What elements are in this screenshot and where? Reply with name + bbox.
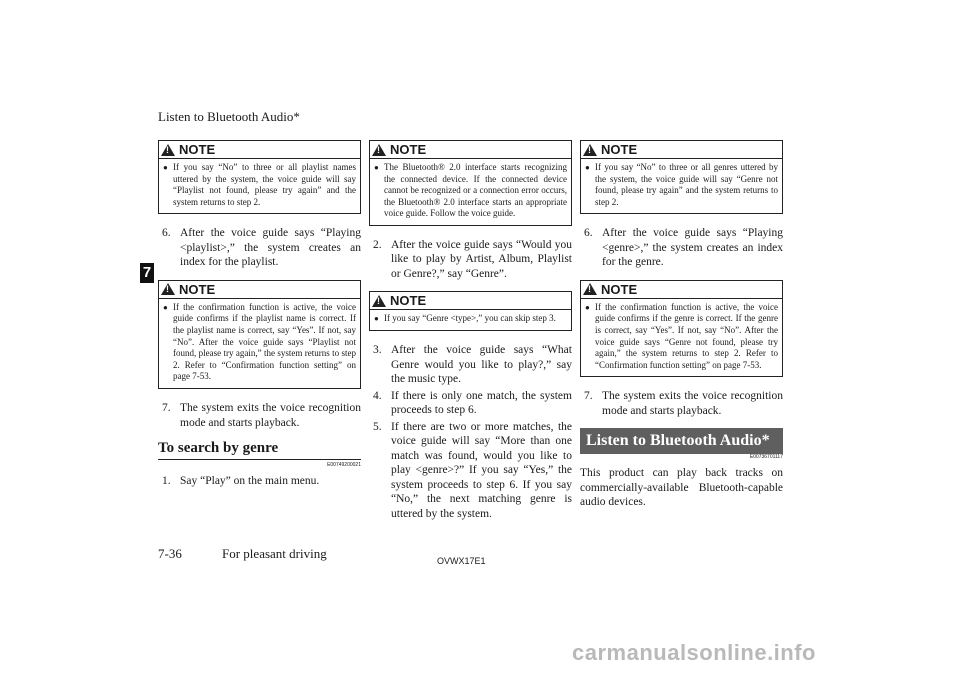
warning-icon — [583, 283, 597, 295]
note-label: NOTE — [390, 142, 427, 157]
note-header — [159, 141, 360, 159]
note-box — [580, 280, 783, 378]
step-number: 6. — [162, 227, 171, 240]
step-text: If there is only one match, the system proceeds to step 6. — [391, 389, 572, 417]
section-banner: Listen to Bluetooth Audio* — [580, 428, 783, 454]
note-header — [370, 141, 571, 159]
note-label: NOTE — [601, 281, 638, 297]
chapter-tab: 7 — [140, 263, 154, 283]
note-box — [369, 140, 572, 226]
note-text: If you say “No” to three or all playlist names uttered by the system, the voice guide will say “Playlist not found, please try again” and the system returns to step 2. — [173, 162, 356, 207]
running-head: Listen to Bluetooth Audio* — [158, 109, 300, 124]
step-number: 7. — [584, 390, 593, 403]
step-item — [580, 389, 783, 418]
page-number: 7-36 — [158, 546, 182, 561]
section-code: E00749200021 — [327, 462, 361, 469]
step-item — [369, 238, 572, 282]
body-paragraph: This product can play back tracks on commercially-available Bluetooth-capable audio devices. — [580, 467, 783, 509]
step-number: 7. — [162, 402, 171, 415]
step-text: If there are two or more matches, the voice guide will say “More than one match was found, would you like to play <genre>?” If you say “Yes,” the system proceeds to step 6. If you say “No,” the next matching genre is uttered by the system. — [391, 420, 572, 520]
step-number: 5. — [373, 420, 382, 433]
bullet-icon: ● — [374, 314, 379, 324]
section-heading — [158, 440, 361, 460]
column-3 — [580, 140, 783, 510]
step-text: After the voice guide says “Playing <genre>,” the system creates an index for the genre. — [602, 227, 783, 269]
bullet-icon: ● — [585, 163, 590, 172]
step-text: The system exits the voice recognition mode and starts playback. — [602, 390, 783, 417]
step-text: The system exits the voice recognition mode and starts playback. — [180, 402, 361, 429]
note-header — [581, 281, 782, 299]
warning-icon — [372, 295, 386, 307]
step-item — [369, 389, 572, 418]
step-text: Say “Play” on the main menu. — [180, 475, 320, 488]
step-text: After the voice guide says “What Genre would you like to play?,” say the music type. — [391, 344, 572, 386]
step-number: 6. — [584, 227, 593, 240]
note-label: NOTE — [179, 281, 216, 297]
note-text: If you say “Genre <type>,” you can skip step 3. — [384, 313, 556, 324]
step-item — [158, 401, 361, 430]
note-text: If the confirmation function is active, the voice guide confirms if the genre is correct. If the genre is correct, say “Yes”. If not, say “No”. After the voice guide says “Genre not found, please try again,” the system returns to step 2. Refer to “Confirmation function setting” on page 7-53. — [595, 301, 778, 370]
note-header — [370, 292, 571, 310]
section-title: To search by genre — [158, 440, 279, 457]
note-box — [158, 140, 361, 214]
warning-icon — [161, 283, 175, 295]
step-item — [580, 226, 783, 270]
step-item — [158, 226, 361, 270]
step-item — [369, 343, 572, 387]
note-header — [159, 281, 360, 299]
warning-icon — [161, 144, 175, 156]
footer-code: OVWX17E1 — [437, 556, 486, 566]
note-header — [581, 141, 782, 159]
section-code: E00736701117 — [749, 454, 783, 461]
step-text: After the voice guide says “Playing <playlist>,” the system creates an index for the playlist. — [180, 227, 361, 269]
footer-section-name: For pleasant driving — [222, 546, 327, 561]
warning-icon — [372, 144, 386, 156]
note-box — [158, 280, 361, 389]
column-1 — [158, 140, 361, 491]
step-item — [158, 474, 361, 489]
step-item — [369, 420, 572, 522]
note-text: If the confirmation function is active, the voice guide confirms if the playlist name is correct. If the playlist name is correct, say “Yes”. If not, say “No”. After the voice guide says “Playlist not found, please try again,” the system returns to step 2. Refer to “Confirmation function setting” on page 7-53. — [173, 301, 356, 382]
bullet-icon: ● — [163, 163, 168, 172]
step-number: 3. — [373, 344, 382, 357]
note-text: If you say “No” to three or all genres uttered by the system, the voice guide will say “Genre not found, please try again” and the system returns to step 2. — [595, 162, 778, 207]
step-number: 1. — [162, 475, 171, 488]
step-number: 2. — [373, 238, 382, 251]
note-box — [369, 291, 572, 331]
note-box — [580, 140, 783, 214]
column-2 — [369, 140, 572, 523]
note-label: NOTE — [179, 142, 216, 157]
bullet-icon: ● — [374, 163, 379, 172]
warning-icon — [583, 144, 597, 156]
note-label: NOTE — [601, 142, 638, 157]
bullet-icon: ● — [163, 302, 168, 312]
watermark: carmanualsonline.info — [572, 640, 816, 665]
note-label: NOTE — [390, 293, 427, 309]
step-text: After the voice guide says “Would you like to play by Artist, Album, Playlist or Genre?,” say “Genre”. — [391, 238, 572, 280]
note-text: The Bluetooth® 2.0 interface starts recognizing the connected device. If the connected device cannot be recognized or a connection error occurs, the Bluetooth® 2.0 interface starts an appropriate voice guide. Follow the voice guide. — [384, 162, 567, 219]
step-number: 4. — [373, 389, 382, 402]
bullet-icon: ● — [585, 302, 590, 312]
